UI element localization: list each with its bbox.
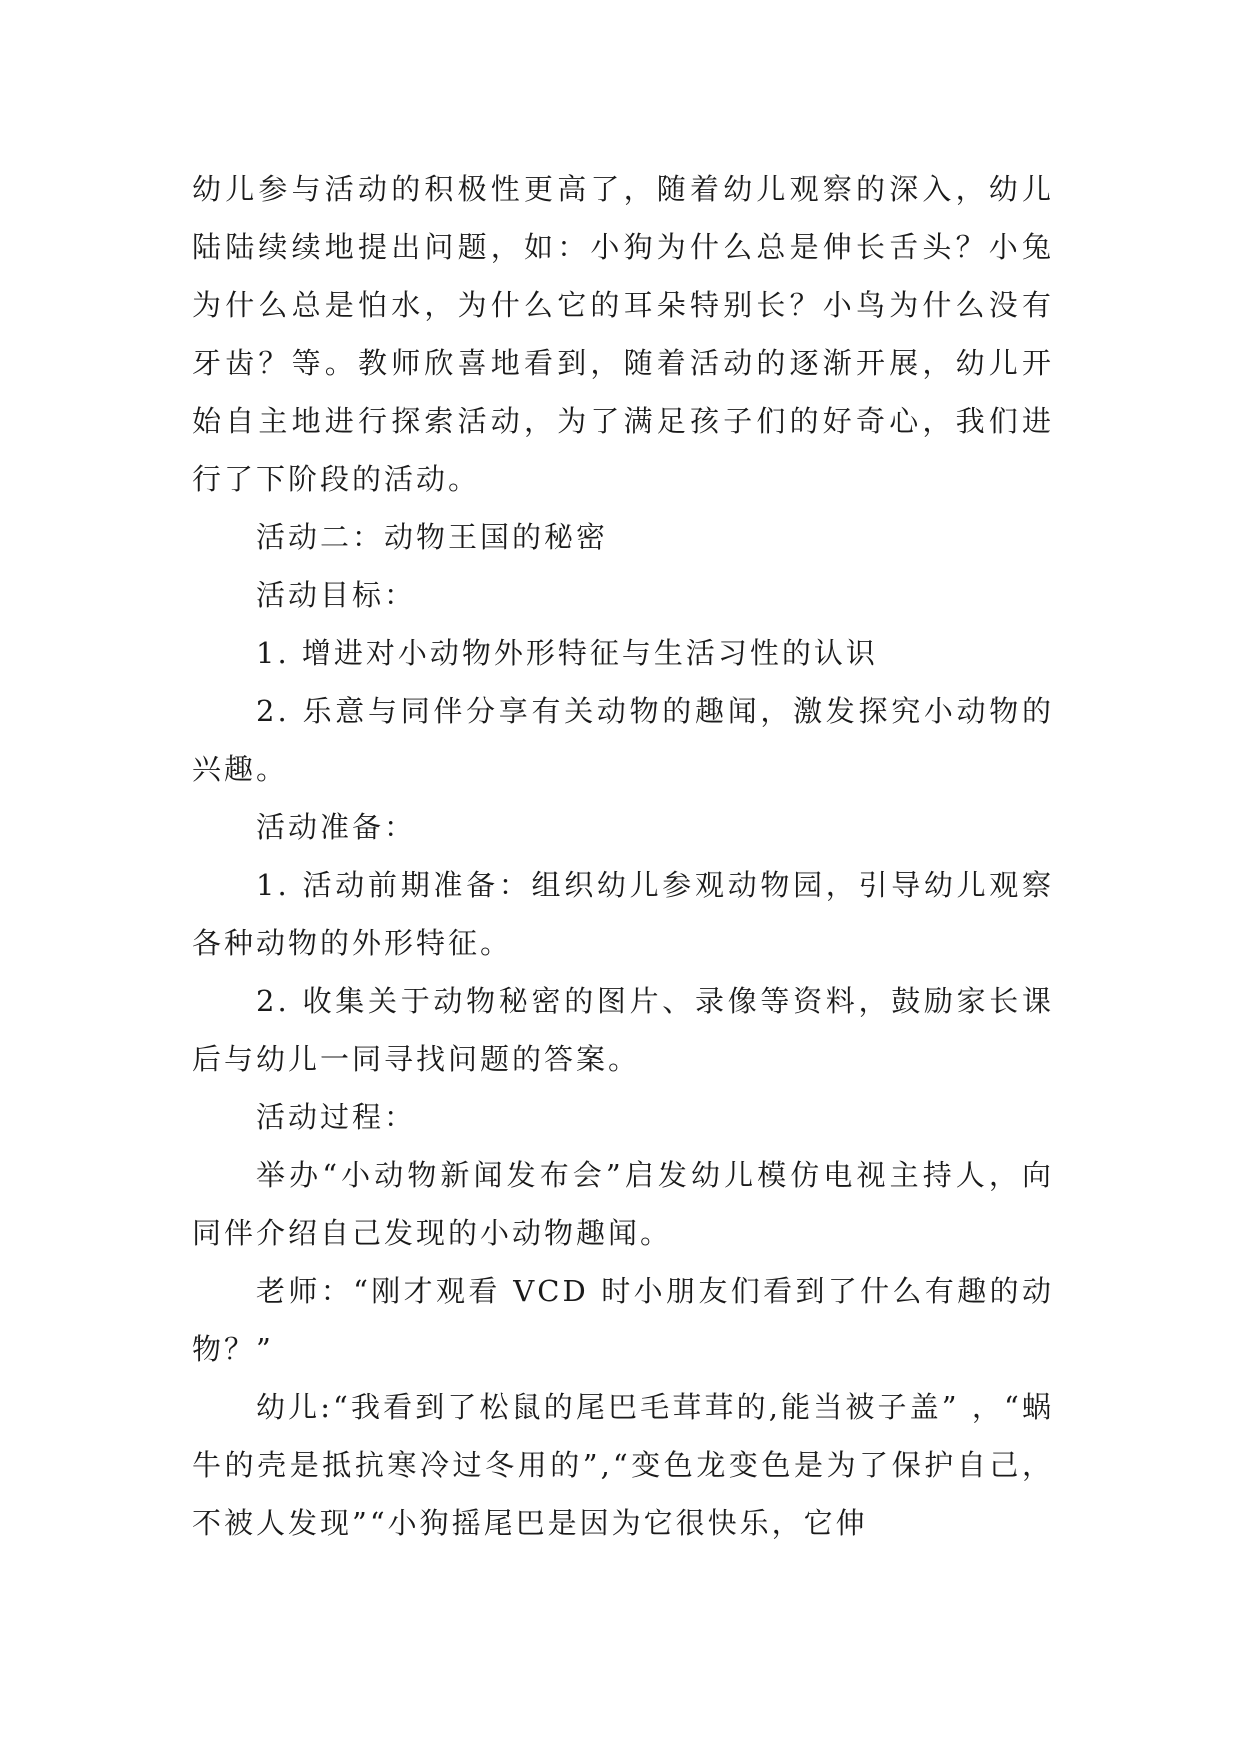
process-paragraph-children-answers: 幼儿:“我看到了松鼠的尾巴毛茸茸的,能当被子盖” ，“蜗牛的壳是抵抗寒冷过冬用的”,“变色龙变色是为了保护自己，不被人发现”“小狗摇尾巴是因为它很快乐，它伸 bbox=[192, 1390, 1054, 1540]
paragraph-continuation: 幼儿参与活动的积极性更高了，随着幼儿观察的深入，幼儿陆陆续续地提出问题，如：小狗为什么总是伸长舌头？小兔为什么总是怕水，为什么它的耳朵特别长？小鸟为什么没有牙齿？等。教师欣喜地看到，随着活动的逐渐开展，幼儿开始自主地进行探索活动，为了满足孩子们的好奇心，我们进行了下阶段的活动。 bbox=[192, 172, 1054, 496]
activity-two-heading: 活动二：动物王国的秘密 bbox=[256, 520, 609, 554]
process-paragraph-teacher-question: 老师：“刚才观看 VCD 时小朋友们看到了什么有趣的动物？” bbox=[192, 1274, 1054, 1366]
activity-goals-heading: 活动目标： bbox=[256, 578, 417, 612]
goal-item-2: 2. 乐意与同伴分享有关动物的趣闻，激发探究小动物的兴趣。 bbox=[192, 694, 1054, 786]
preparation-item-1: 1. 活动前期准备：组织幼儿参观动物园，引导幼儿观察各种动物的外形特征。 bbox=[192, 868, 1054, 960]
document-body bbox=[192, 160, 1054, 1552]
goal-item-1: 1. 增进对小动物外形特征与生活习性的认识 bbox=[256, 636, 878, 670]
process-paragraph-news-conference: 举办“小动物新闻发布会”启发幼儿模仿电视主持人，向同伴介绍自己发现的小动物趣闻。 bbox=[192, 1158, 1054, 1250]
preparation-item-2: 2. 收集关于动物秘密的图片、录像等资料，鼓励家长课后与幼儿一同寻找问题的答案。 bbox=[192, 984, 1054, 1076]
activity-process-heading: 活动过程： bbox=[256, 1100, 417, 1134]
activity-preparation-heading: 活动准备： bbox=[256, 810, 417, 844]
